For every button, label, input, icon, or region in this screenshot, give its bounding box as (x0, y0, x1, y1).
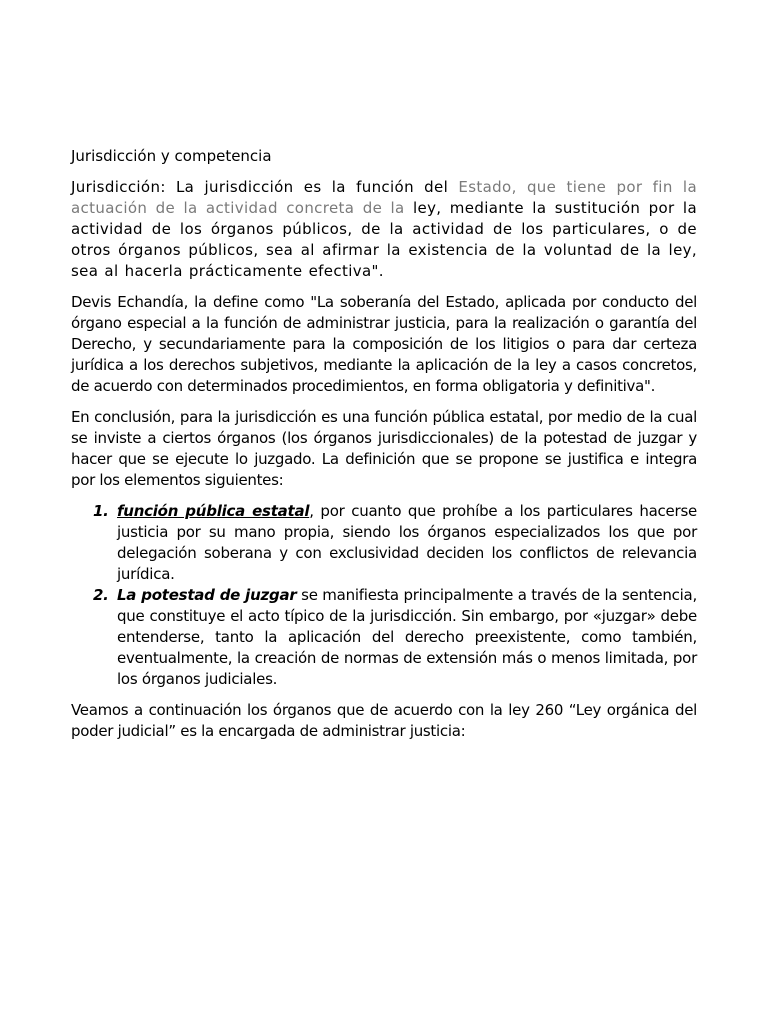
list-item-term: función pública estatal (117, 502, 310, 520)
document-page (71, 146, 697, 752)
document-title: Jurisdicción y competencia (71, 147, 272, 165)
list-item (93, 501, 697, 585)
paragraph-jurisdiccion-definition (71, 177, 697, 282)
paragraph-organos: Veamos a continuación los órganos que de acuerdo con la ley 260 “Ley orgánica del poder judicial” es la encargada de administrar justicia: (71, 701, 697, 740)
paragraph-rest-text: ley, mediante la sustitución por la actividad de los órganos públicos, de la actividad de los particulares, o de otros órganos públicos, sea al afirmar la existencia de la voluntad de la ley, sea al hacerla prácticamente efectiva". (71, 199, 697, 280)
list-item-term: La potestad de juzgar (117, 586, 297, 604)
list-item-number: 1. (93, 502, 109, 520)
list-item-text: se manifiesta principalmente a través de la sentencia, que constituye el acto típico de la jurisdicción. Sin embargo, por «juzgar» debe entenderse, tanto la aplicación del derecho preexistente, como también, eventualmente, la creación de normas de extensión más o menos limitada, por los órganos judiciales. (117, 586, 697, 688)
paragraph-conclusion: En conclusión, para la jurisdicción es una función pública estatal, por medio de la cual se inviste a ciertos órganos (los órganos jurisdiccionales) de la potestad de juzgar y hacer que se ejecute lo juzgado. La definición que se propone se justifica e integra por los elementos siguientes: (71, 408, 697, 489)
paragraph-lead-text: Jurisdicción: La jurisdicción es la función del (71, 178, 459, 196)
elements-list (71, 501, 697, 690)
list-item-number: 2. (93, 586, 109, 604)
list-item (93, 585, 697, 690)
list-item-text: , por cuanto que prohíbe a los particulares hacerse justicia por su mano propia, siendo los órganos especializados los que por delegación soberana y con exclusividad deciden los conflictos de relevancia jurídica. (117, 502, 697, 583)
paragraph-devis-echandia: Devis Echandía, la define como "La soberanía del Estado, aplicada por conducto del órgano especial a la función de administrar justicia, para la realización o garantía del Derecho, y secundariamente para la composición de los litigios o para dar certeza jurídica a los derechos subjetivos, mediante la aplicación de la ley a casos concretos, de acuerdo con determinados procedimientos, en forma obligatoria y definitiva". (71, 293, 697, 395)
paragraph-gray-text: Estado, que tiene por fin la actuación de la actividad concreta de la (71, 178, 697, 217)
